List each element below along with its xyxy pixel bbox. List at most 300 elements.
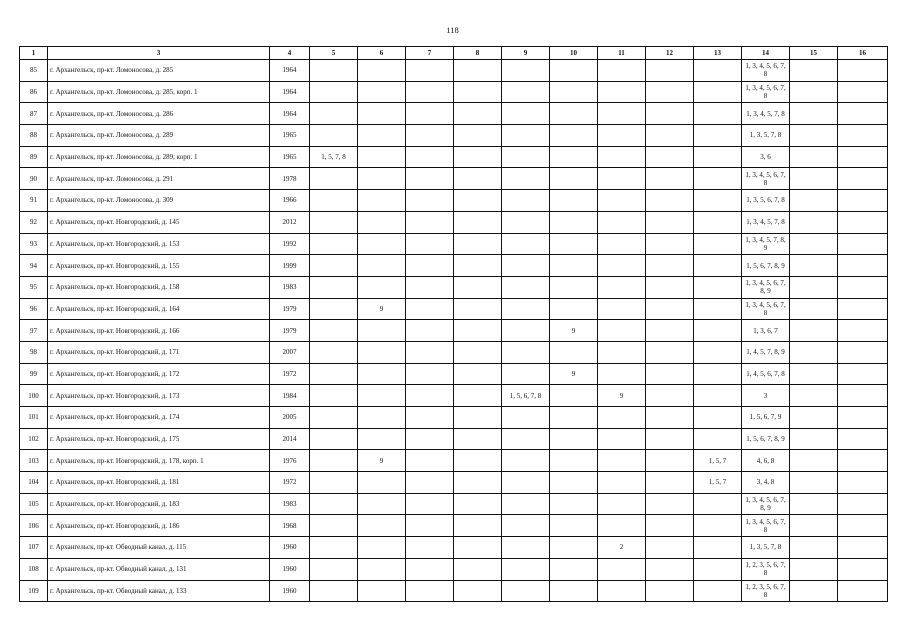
col-15-cell xyxy=(790,515,838,537)
table-row xyxy=(20,60,888,82)
col-14-cell: 1, 3, 4, 5, 7, 8 xyxy=(742,211,790,233)
col-14-cell: 1, 3, 4, 5, 6, 7, 8 xyxy=(742,515,790,537)
col-14-cell: 1, 3, 4, 5, 6, 7, 8 xyxy=(742,168,790,190)
col-13-cell xyxy=(694,276,742,298)
col-8-cell xyxy=(454,81,502,103)
col-7-cell xyxy=(406,515,454,537)
col-10-cell xyxy=(550,125,598,147)
col-9-cell xyxy=(502,103,550,125)
col-6-cell xyxy=(358,493,406,515)
col-8-cell xyxy=(454,298,502,320)
col-6-cell xyxy=(358,385,406,407)
col-11-cell xyxy=(598,276,646,298)
col-8-cell xyxy=(454,472,502,494)
year-cell: 2012 xyxy=(270,211,310,233)
table-row xyxy=(20,146,888,168)
row-number-cell: 105 xyxy=(20,493,48,515)
col-15-cell xyxy=(790,472,838,494)
col-6-cell xyxy=(358,580,406,602)
row-number-cell: 89 xyxy=(20,146,48,168)
col-9-cell xyxy=(502,515,550,537)
col-12-cell xyxy=(646,103,694,125)
col-9-cell xyxy=(502,146,550,168)
year-cell: 1966 xyxy=(270,190,310,212)
col-9-cell xyxy=(502,276,550,298)
col-15-cell xyxy=(790,125,838,147)
year-cell: 2007 xyxy=(270,341,310,363)
col-14-cell: 3, 4, 8 xyxy=(742,472,790,494)
col-7-cell xyxy=(406,298,454,320)
col-15-cell xyxy=(790,580,838,602)
col-10-cell xyxy=(550,255,598,277)
column-header: 11 xyxy=(598,47,646,60)
address-cell: г. Архангельск, пр-кт. Ломоносова, д. 285, корп. 1 xyxy=(48,81,270,103)
year-cell: 1964 xyxy=(270,103,310,125)
table-row xyxy=(20,320,888,342)
column-header: 12 xyxy=(646,47,694,60)
col-12-cell xyxy=(646,407,694,429)
col-7-cell xyxy=(406,341,454,363)
col-7-cell xyxy=(406,558,454,580)
row-number-cell: 96 xyxy=(20,298,48,320)
row-number-cell: 109 xyxy=(20,580,48,602)
table-row xyxy=(20,558,888,580)
col-5-cell xyxy=(310,472,358,494)
col-13-cell xyxy=(694,363,742,385)
col-11-cell: 9 xyxy=(598,385,646,407)
col-9-cell xyxy=(502,81,550,103)
column-header: 16 xyxy=(838,47,888,60)
col-14-cell: 1, 4, 5, 6, 7, 8 xyxy=(742,363,790,385)
col-16-cell xyxy=(838,81,888,103)
column-header: 10 xyxy=(550,47,598,60)
year-cell: 1972 xyxy=(270,363,310,385)
col-13-cell xyxy=(694,103,742,125)
col-15-cell xyxy=(790,320,838,342)
col-12-cell xyxy=(646,60,694,82)
col-13-cell xyxy=(694,385,742,407)
table-row xyxy=(20,493,888,515)
col-9-cell xyxy=(502,233,550,255)
col-9-cell xyxy=(502,450,550,472)
address-cell: г. Архангельск, пр-кт. Новгородский, д. 145 xyxy=(48,211,270,233)
col-8-cell xyxy=(454,276,502,298)
col-7-cell xyxy=(406,190,454,212)
col-8-cell xyxy=(454,190,502,212)
col-6-cell xyxy=(358,428,406,450)
col-8-cell xyxy=(454,60,502,82)
col-10-cell xyxy=(550,190,598,212)
row-number-cell: 92 xyxy=(20,211,48,233)
col-16-cell xyxy=(838,428,888,450)
col-6-cell xyxy=(358,233,406,255)
col-13-cell xyxy=(694,580,742,602)
address-cell: г. Архангельск, пр-кт. Новгородский, д. 155 xyxy=(48,255,270,277)
col-6-cell xyxy=(358,60,406,82)
col-14-cell: 1, 3, 4, 5, 6, 7, 8 xyxy=(742,60,790,82)
col-10-cell xyxy=(550,385,598,407)
col-15-cell xyxy=(790,276,838,298)
col-15-cell xyxy=(790,233,838,255)
col-16-cell xyxy=(838,103,888,125)
row-number-cell: 104 xyxy=(20,472,48,494)
year-cell: 1976 xyxy=(270,450,310,472)
col-6-cell: 9 xyxy=(358,450,406,472)
col-11-cell xyxy=(598,341,646,363)
table-row xyxy=(20,255,888,277)
col-6-cell xyxy=(358,103,406,125)
col-9-cell xyxy=(502,320,550,342)
address-cell: г. Архангельск, пр-кт. Обводный канал, д. 133 xyxy=(48,580,270,602)
row-number-cell: 108 xyxy=(20,558,48,580)
address-cell: г. Архангельск, пр-кт. Новгородский, д. 173 xyxy=(48,385,270,407)
table-row xyxy=(20,298,888,320)
col-7-cell xyxy=(406,168,454,190)
col-14-cell: 1, 4, 5, 7, 8, 9 xyxy=(742,341,790,363)
col-12-cell xyxy=(646,255,694,277)
col-5-cell xyxy=(310,537,358,559)
col-8-cell xyxy=(454,363,502,385)
col-13-cell xyxy=(694,537,742,559)
col-15-cell xyxy=(790,341,838,363)
table-row xyxy=(20,472,888,494)
col-7-cell xyxy=(406,363,454,385)
col-13-cell xyxy=(694,341,742,363)
table-row xyxy=(20,341,888,363)
col-10-cell xyxy=(550,341,598,363)
col-13-cell xyxy=(694,81,742,103)
col-9-cell xyxy=(502,493,550,515)
col-15-cell xyxy=(790,363,838,385)
col-9-cell xyxy=(502,558,550,580)
column-header: 7 xyxy=(406,47,454,60)
col-15-cell xyxy=(790,428,838,450)
table-row xyxy=(20,407,888,429)
col-11-cell: 2 xyxy=(598,537,646,559)
address-cell: г. Архангельск, пр-кт. Новгородский, д. 172 xyxy=(48,363,270,385)
col-14-cell: 4, 6, 8 xyxy=(742,450,790,472)
col-5-cell xyxy=(310,276,358,298)
col-14-cell: 1, 5, 6, 7, 8, 9 xyxy=(742,255,790,277)
table-row xyxy=(20,385,888,407)
col-14-cell: 1, 3, 4, 5, 7, 8 xyxy=(742,103,790,125)
row-number-cell: 100 xyxy=(20,385,48,407)
col-8-cell xyxy=(454,168,502,190)
table-row xyxy=(20,537,888,559)
col-8-cell xyxy=(454,558,502,580)
col-13-cell xyxy=(694,211,742,233)
col-13-cell xyxy=(694,168,742,190)
col-9-cell xyxy=(502,537,550,559)
col-11-cell xyxy=(598,81,646,103)
col-15-cell xyxy=(790,537,838,559)
col-7-cell xyxy=(406,233,454,255)
year-cell: 1965 xyxy=(270,146,310,168)
col-15-cell xyxy=(790,450,838,472)
year-cell: 1979 xyxy=(270,320,310,342)
col-7-cell xyxy=(406,146,454,168)
year-cell: 2014 xyxy=(270,428,310,450)
address-cell: г. Архангельск, пр-кт. Новгородский, д. 181 xyxy=(48,472,270,494)
col-12-cell xyxy=(646,168,694,190)
table-row xyxy=(20,363,888,385)
col-12-cell xyxy=(646,450,694,472)
col-12-cell xyxy=(646,472,694,494)
col-16-cell xyxy=(838,385,888,407)
col-13-cell xyxy=(694,320,742,342)
col-8-cell xyxy=(454,103,502,125)
col-7-cell xyxy=(406,537,454,559)
column-header: 5 xyxy=(310,47,358,60)
col-5-cell xyxy=(310,168,358,190)
col-12-cell xyxy=(646,298,694,320)
address-cell: г. Архангельск, пр-кт. Новгородский, д. 186 xyxy=(48,515,270,537)
col-12-cell xyxy=(646,385,694,407)
col-10-cell xyxy=(550,233,598,255)
col-9-cell xyxy=(502,125,550,147)
col-11-cell xyxy=(598,60,646,82)
col-15-cell xyxy=(790,407,838,429)
col-13-cell xyxy=(694,190,742,212)
col-8-cell xyxy=(454,211,502,233)
col-13-cell xyxy=(694,255,742,277)
col-15-cell xyxy=(790,81,838,103)
col-14-cell: 3, 6 xyxy=(742,146,790,168)
col-9-cell xyxy=(502,407,550,429)
row-number-cell: 98 xyxy=(20,341,48,363)
col-6-cell xyxy=(358,255,406,277)
col-16-cell xyxy=(838,407,888,429)
table-row xyxy=(20,211,888,233)
col-6-cell xyxy=(358,341,406,363)
col-11-cell xyxy=(598,168,646,190)
col-16-cell xyxy=(838,168,888,190)
col-14-cell: 1, 3, 4, 5, 6, 7, 8, 9 xyxy=(742,276,790,298)
header-row xyxy=(20,47,888,60)
col-5-cell xyxy=(310,493,358,515)
col-11-cell xyxy=(598,493,646,515)
col-12-cell xyxy=(646,341,694,363)
col-16-cell xyxy=(838,320,888,342)
column-header: 3 xyxy=(48,47,270,60)
col-11-cell xyxy=(598,363,646,385)
col-6-cell xyxy=(358,363,406,385)
year-cell: 1960 xyxy=(270,558,310,580)
col-16-cell xyxy=(838,298,888,320)
col-16-cell xyxy=(838,60,888,82)
col-6-cell xyxy=(358,407,406,429)
address-cell: г. Архангельск, пр-кт. Новгородский, д. 153 xyxy=(48,233,270,255)
address-cell: г. Архангельск, пр-кт. Ломоносова, д. 289, корп. 1 xyxy=(48,146,270,168)
col-5-cell: 1, 5, 7, 8 xyxy=(310,146,358,168)
col-16-cell xyxy=(838,558,888,580)
col-8-cell xyxy=(454,341,502,363)
col-6-cell xyxy=(358,81,406,103)
col-5-cell xyxy=(310,233,358,255)
year-cell: 1979 xyxy=(270,298,310,320)
address-cell: г. Архангельск, пр-кт. Новгородский, д. 158 xyxy=(48,276,270,298)
col-11-cell xyxy=(598,320,646,342)
col-5-cell xyxy=(310,515,358,537)
col-8-cell xyxy=(454,450,502,472)
col-12-cell xyxy=(646,125,694,147)
col-12-cell xyxy=(646,558,694,580)
row-number-cell: 90 xyxy=(20,168,48,190)
col-8-cell xyxy=(454,125,502,147)
col-16-cell xyxy=(838,537,888,559)
table-row xyxy=(20,233,888,255)
col-10-cell xyxy=(550,276,598,298)
year-cell: 1964 xyxy=(270,81,310,103)
col-14-cell: 1, 3, 4, 5, 6, 7, 8 xyxy=(742,298,790,320)
col-7-cell xyxy=(406,125,454,147)
col-7-cell xyxy=(406,81,454,103)
col-11-cell xyxy=(598,255,646,277)
col-11-cell xyxy=(598,515,646,537)
col-9-cell xyxy=(502,363,550,385)
row-number-cell: 99 xyxy=(20,363,48,385)
table-row xyxy=(20,276,888,298)
col-15-cell xyxy=(790,103,838,125)
col-11-cell xyxy=(598,125,646,147)
col-8-cell xyxy=(454,146,502,168)
col-10-cell xyxy=(550,493,598,515)
col-10-cell: 9 xyxy=(550,363,598,385)
col-5-cell xyxy=(310,60,358,82)
table-row xyxy=(20,515,888,537)
col-15-cell xyxy=(790,146,838,168)
col-7-cell xyxy=(406,493,454,515)
col-12-cell xyxy=(646,233,694,255)
table-row xyxy=(20,125,888,147)
col-11-cell xyxy=(598,407,646,429)
year-cell: 1992 xyxy=(270,233,310,255)
col-8-cell xyxy=(454,320,502,342)
col-13-cell xyxy=(694,125,742,147)
col-14-cell: 1, 3, 4, 5, 6, 7, 8, 9 xyxy=(742,493,790,515)
col-16-cell xyxy=(838,211,888,233)
col-12-cell xyxy=(646,320,694,342)
address-cell: г. Архангельск, пр-кт. Новгородский, д. 174 xyxy=(48,407,270,429)
col-10-cell xyxy=(550,450,598,472)
col-8-cell xyxy=(454,537,502,559)
col-14-cell: 1, 2, 3, 5, 6, 7, 8 xyxy=(742,558,790,580)
row-number-cell: 106 xyxy=(20,515,48,537)
row-number-cell: 101 xyxy=(20,407,48,429)
column-header: 4 xyxy=(270,47,310,60)
col-14-cell: 1, 5, 6, 7, 8, 9 xyxy=(742,428,790,450)
col-14-cell: 1, 3, 4, 5, 6, 7, 8 xyxy=(742,81,790,103)
col-5-cell xyxy=(310,211,358,233)
col-11-cell xyxy=(598,472,646,494)
col-11-cell xyxy=(598,190,646,212)
col-10-cell xyxy=(550,428,598,450)
col-6-cell xyxy=(358,125,406,147)
col-15-cell xyxy=(790,385,838,407)
address-cell: г. Архангельск, пр-кт. Ломоносова, д. 286 xyxy=(48,103,270,125)
col-16-cell xyxy=(838,125,888,147)
column-header: 6 xyxy=(358,47,406,60)
table-row xyxy=(20,190,888,212)
col-6-cell xyxy=(358,558,406,580)
column-header: 8 xyxy=(454,47,502,60)
col-12-cell xyxy=(646,190,694,212)
col-15-cell xyxy=(790,558,838,580)
year-cell: 1999 xyxy=(270,255,310,277)
table-row xyxy=(20,103,888,125)
row-number-cell: 91 xyxy=(20,190,48,212)
column-header: 14 xyxy=(742,47,790,60)
col-16-cell xyxy=(838,146,888,168)
col-9-cell xyxy=(502,168,550,190)
col-9-cell xyxy=(502,298,550,320)
col-13-cell xyxy=(694,493,742,515)
address-cell: г. Архангельск, пр-кт. Новгородский, д. 166 xyxy=(48,320,270,342)
col-11-cell xyxy=(598,580,646,602)
column-header: 9 xyxy=(502,47,550,60)
col-5-cell xyxy=(310,320,358,342)
year-cell: 1964 xyxy=(270,60,310,82)
table-row xyxy=(20,168,888,190)
year-cell: 2005 xyxy=(270,407,310,429)
col-13-cell xyxy=(694,60,742,82)
col-10-cell xyxy=(550,146,598,168)
col-12-cell xyxy=(646,515,694,537)
col-5-cell xyxy=(310,103,358,125)
row-number-cell: 93 xyxy=(20,233,48,255)
col-5-cell xyxy=(310,255,358,277)
col-11-cell xyxy=(598,146,646,168)
col-7-cell xyxy=(406,211,454,233)
year-cell: 1968 xyxy=(270,515,310,537)
col-13-cell xyxy=(694,558,742,580)
col-10-cell xyxy=(550,580,598,602)
col-5-cell xyxy=(310,81,358,103)
col-5-cell xyxy=(310,580,358,602)
col-6-cell xyxy=(358,515,406,537)
col-13-cell xyxy=(694,515,742,537)
col-6-cell xyxy=(358,146,406,168)
col-10-cell xyxy=(550,407,598,429)
column-header: 15 xyxy=(790,47,838,60)
address-cell: г. Архангельск, пр-кт. Новгородский, д. 178, корп. 1 xyxy=(48,450,270,472)
col-11-cell xyxy=(598,298,646,320)
col-10-cell xyxy=(550,298,598,320)
col-16-cell xyxy=(838,233,888,255)
col-15-cell xyxy=(790,298,838,320)
row-number-cell: 97 xyxy=(20,320,48,342)
col-14-cell: 3 xyxy=(742,385,790,407)
row-number-cell: 85 xyxy=(20,60,48,82)
col-11-cell xyxy=(598,428,646,450)
col-7-cell xyxy=(406,450,454,472)
col-12-cell xyxy=(646,537,694,559)
col-8-cell xyxy=(454,385,502,407)
col-9-cell xyxy=(502,472,550,494)
col-9-cell xyxy=(502,428,550,450)
col-10-cell xyxy=(550,515,598,537)
col-7-cell xyxy=(406,276,454,298)
address-cell: г. Архангельск, пр-кт. Обводный канал, д. 115 xyxy=(48,537,270,559)
col-14-cell: 1, 2, 3, 5, 6, 7, 8 xyxy=(742,580,790,602)
col-12-cell xyxy=(646,580,694,602)
col-10-cell xyxy=(550,537,598,559)
page-number: 118 xyxy=(446,25,459,35)
year-cell: 1978 xyxy=(270,168,310,190)
year-cell: 1972 xyxy=(270,472,310,494)
col-7-cell xyxy=(406,407,454,429)
col-9-cell xyxy=(502,60,550,82)
